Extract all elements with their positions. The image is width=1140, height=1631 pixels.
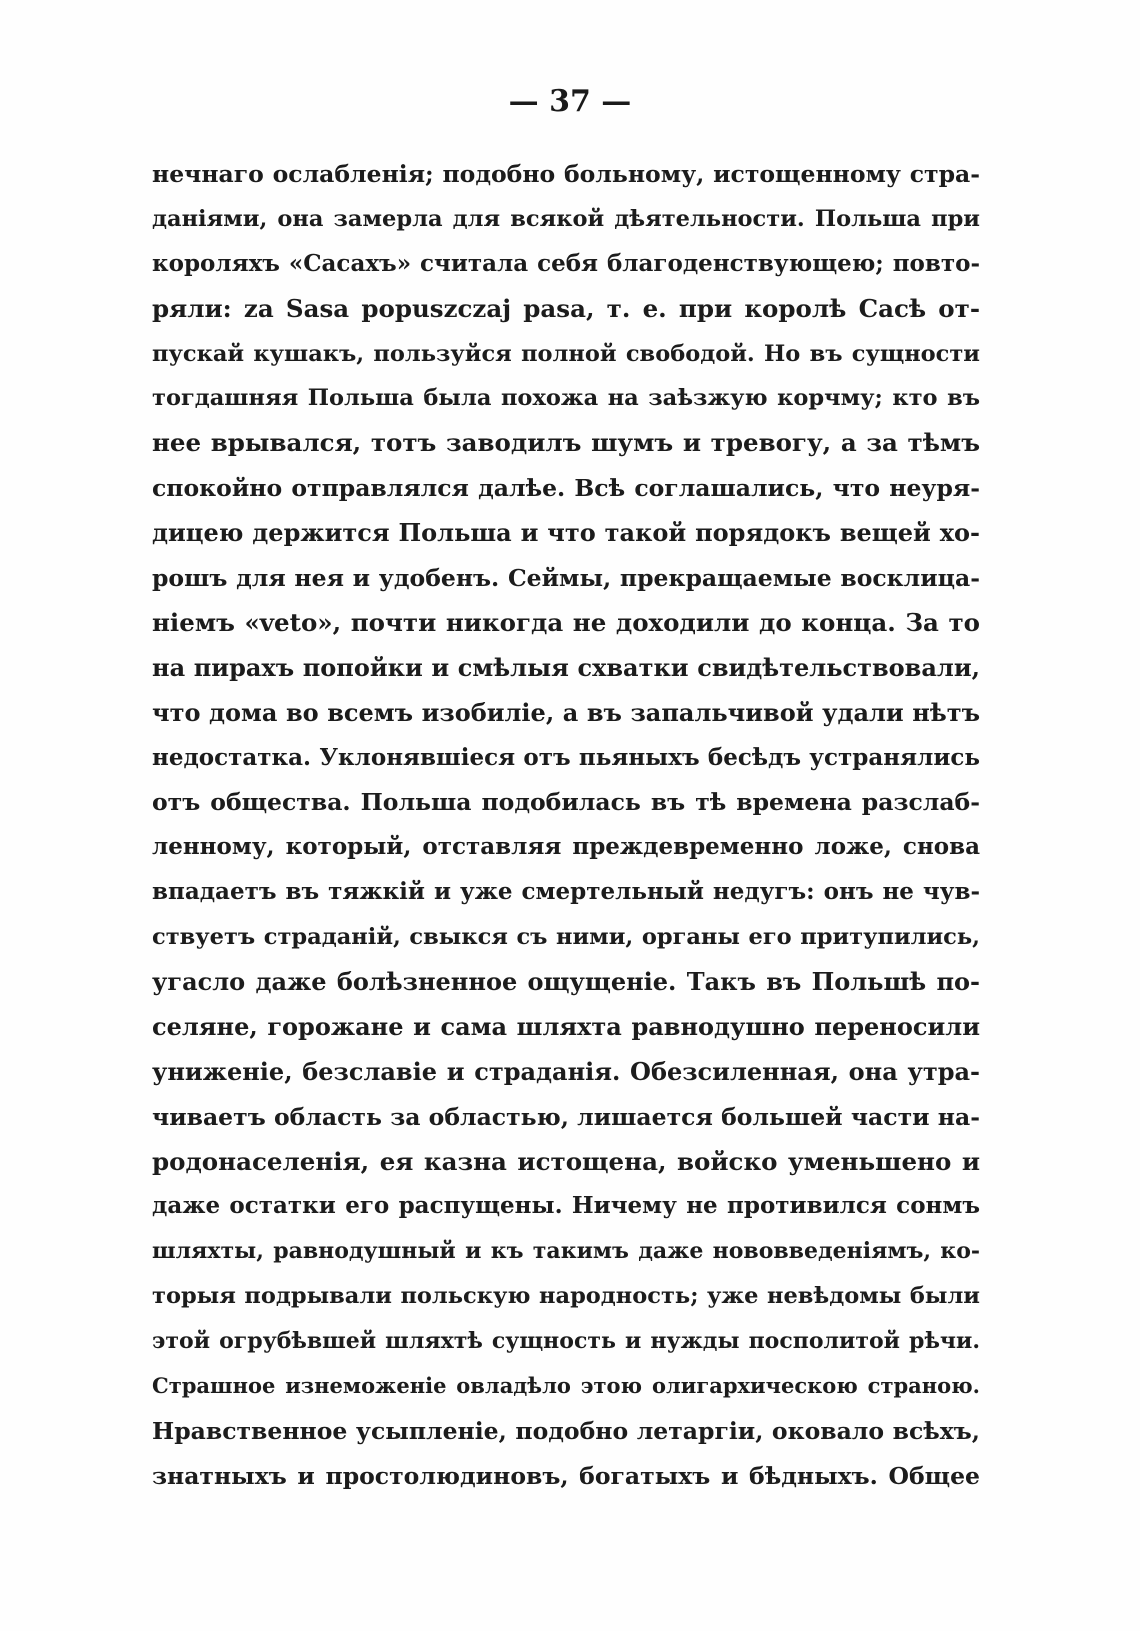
text-line: селяне, горожане и сама шляхта равнодушно переносили <box>152 1011 980 1041</box>
text-line: Нравственное усыпленіе, подобно летаргіи, оковало всѣхъ, <box>152 1416 980 1445</box>
text-line: даніями, она замерла для всякой дѣятельности. Польша при <box>152 205 980 232</box>
text-line: тогдашняя Польша была похожа на заѣзжую корчму; кто въ <box>152 385 980 412</box>
text-line: недостатка. Уклонявшіеся отъ пьяныхъ бесѣдъ устранялись <box>152 743 980 771</box>
text-line: впадаетъ въ тяжкій и уже смертельный недугъ: онъ не чув- <box>152 878 980 906</box>
text-line: ряли: za Sasa popuszczaj pasa, т. е. при королѣ Сасѣ от- <box>152 293 980 323</box>
text-line: этой огрубѣвшей шляхтѣ сущность и нужды посполитой рѣчи. <box>152 1328 980 1355</box>
text-line: знатныхъ и простолюдиновъ, богатыхъ и бѣдныхъ. Общее <box>152 1461 980 1490</box>
text-line: ствуетъ страданій, свыкся съ ними, органы его притупились, <box>152 924 980 951</box>
text-line: торыя подрывали польскую народность; уже невѣдомы были <box>152 1283 980 1310</box>
text-line: отъ общества. Польша подобилась въ тѣ времена разслаб- <box>152 788 980 817</box>
text-line: рошъ для нея и удобенъ. Сеймы, прекращаемые восклица- <box>152 564 980 593</box>
text-line: на пирахъ попойки и смѣлыя схватки свидѣтельствовали, <box>152 652 980 682</box>
text-line: ніемъ «veto», почти никогда не доходили до конца. За то <box>152 607 980 637</box>
text-line: Страшное изнеможеніе овладѣло этою олигархическою страною. <box>152 1373 980 1399</box>
text-line: пускай кушакъ, пользуйся полной свободой. Но въ сущности <box>152 340 980 367</box>
page-body-text <box>152 152 980 1499</box>
text-line: даже остатки его распущены. Ничему не противился сонмъ <box>152 1192 980 1220</box>
text-line: униженіе, безславіе и страданія. Обезсиленная, она утра- <box>152 1056 980 1086</box>
text-line: что дома во всемъ изобиліе, а въ запальчивой удали нѣтъ <box>152 697 980 727</box>
text-line: спокойно отправлялся далѣе. Всѣ соглашались, что неуря- <box>152 474 980 503</box>
text-line: угасло даже болѣзненное ощущеніе. Такъ въ Польшѣ по- <box>152 967 980 997</box>
text-line: шляхты, равнодушный и къ такимъ даже нововведеніямъ, ко- <box>152 1238 980 1265</box>
text-line: нечнаго ослабленія; подобно больному, истощенному стра- <box>152 160 980 188</box>
text-line: чиваетъ область за областью, лишается большей части на- <box>152 1102 980 1131</box>
text-line: ленному, который, отставляя преждевременно ложе, снова <box>152 833 980 861</box>
text-line: родонаселенія, ея казна истощена, войско уменьшено и <box>152 1146 980 1176</box>
text-line: короляхъ «Сасахъ» считала себя благоденствующею; повто- <box>152 249 980 277</box>
text-line: дицею держится Польша и что такой порядокъ вещей хо- <box>152 518 980 548</box>
text-line: нее врывался, тотъ заводилъ шумъ и тревогу, а за тѣмъ <box>152 428 980 458</box>
page-number: — 37 — <box>508 84 632 119</box>
